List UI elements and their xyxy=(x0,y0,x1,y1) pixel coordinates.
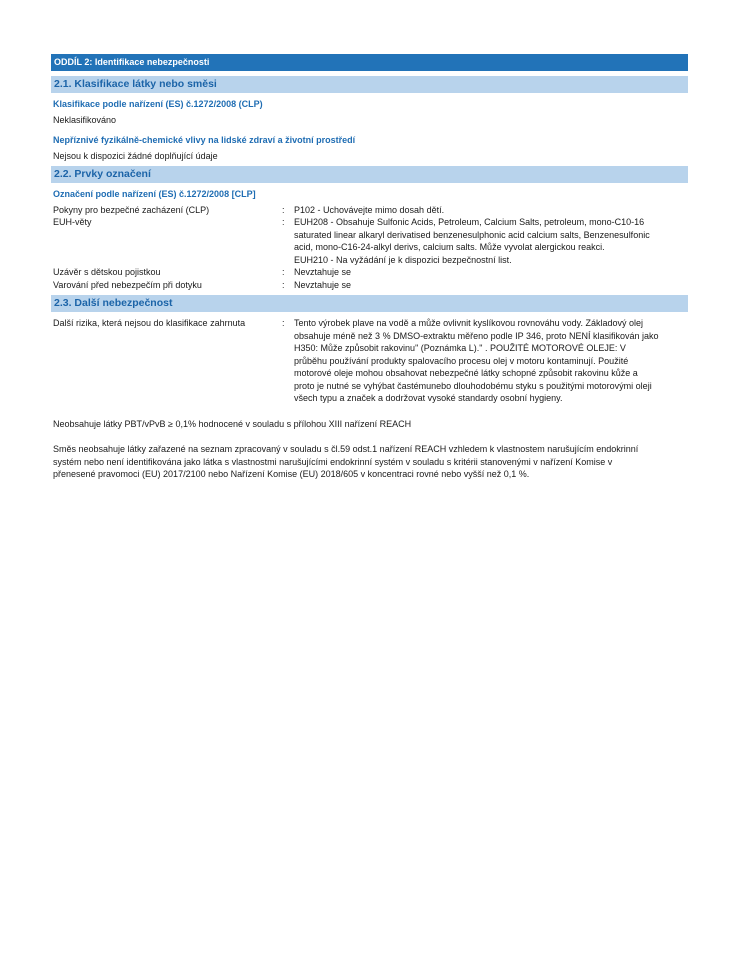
adverse-effects-value: Nejsou k dispozici žádné doplňující údaje xyxy=(53,150,218,161)
subsection-2-1-bar xyxy=(51,76,688,93)
other-hazards-row xyxy=(51,317,688,405)
value-line: Tento výrobek plave na vodě a může ovlivnit kyslíkovou rovnováhu vody. Základový olej xyxy=(294,318,644,328)
value-line: EUH208 - Obsahuje Sulfonic Acids, Petroleum, Calcium Salts, petroleum, mono-C10-16 xyxy=(294,217,645,227)
row-value xyxy=(294,317,688,405)
value-line: saturated linear alkaryl derivatised benzenesulphonic acid calcium salts, Benzenesulfonic xyxy=(294,229,650,240)
value-line: P102 - Uchovávejte mimo dosah dětí. xyxy=(294,204,445,215)
subsection-2-3-title: 2.3. Další nebezpečnost xyxy=(54,297,173,309)
value-line: Nevztahuje se xyxy=(294,267,352,277)
row-colon: : xyxy=(282,267,285,277)
text-line: Směs neobsahuje látky zařazené na seznam zpracovaný v souladu s čl.59 odst.1 nařízení REACH vzhledem k vlastnostem narušujícím endokrinní xyxy=(53,444,639,454)
row-label: Pokyny pro bezpečné zacházení (CLP) xyxy=(53,204,210,215)
row-value xyxy=(294,279,688,292)
pbt-statement: Neobsahuje látky PBT/vPvB ≥ 0,1% hodnocené v souladu s přílohou XIII nařízení REACH xyxy=(53,418,412,429)
subsection-2-1-title: 2.1. Klasifikace látky nebo směsi xyxy=(54,78,217,90)
value-line: H350: Může způsobit rakovinu" (Poznámka L)." . POUŽITÉ MOTOROVÉ OLEJE: V xyxy=(294,343,626,353)
value-line: EUH210 - Na vyžádání je k dispozici bezpečnostní list. xyxy=(294,254,512,265)
section-title-bar xyxy=(51,54,688,71)
row-value xyxy=(294,266,688,279)
subsection-2-2-bar xyxy=(51,166,688,183)
subsection-2-2-title: 2.2. Prvky označení xyxy=(54,168,151,180)
value-line: Nevztahuje se xyxy=(294,279,352,290)
value-line: acid, mono-C16-24-alkyl derivs, calcium salts. Může vyvolat alergickou reakci. xyxy=(294,242,605,252)
row-colon: : xyxy=(282,204,285,215)
row-colon: : xyxy=(282,217,285,227)
row-label: Varování před nebezpečím při dotyku xyxy=(53,279,202,290)
value-line: všech typu a značek a dodržovat vysoké standardy osobní hygieny. xyxy=(294,393,563,403)
section-title: ODDÍL 2: Identifikace nebezpečnosti xyxy=(54,57,210,67)
row-value xyxy=(294,204,688,217)
labelling-row xyxy=(51,204,688,217)
value-line: motorové oleje mohou obsahovat nebezpečné látky schopné způsobit rakovinu kůže a xyxy=(294,368,638,378)
clp-classification-heading: Klasifikace podle nařízení (ES) č.1272/2008 (CLP) xyxy=(53,99,263,109)
subsection-2-3-bar xyxy=(51,295,688,312)
labelling-row xyxy=(51,216,688,266)
text-line: přenesené pravomoci (EU) 2017/2100 nebo Nařízení Komise (EU) 2018/605 v koncentraci rovné nebo vyšší než 0,1 %. xyxy=(53,469,530,479)
value-line: průběhu používání produkty spalovacího procesu olej v motoru kontaminují. Použité xyxy=(294,355,629,366)
row-label: EUH-věty xyxy=(53,217,92,227)
row-colon: : xyxy=(282,279,285,290)
row-colon: : xyxy=(282,318,285,328)
labelling-row xyxy=(51,279,688,292)
labelling-heading: Označení podle nařízení (ES) č.1272/2008 [CLP] xyxy=(53,189,256,199)
endocrine-statement xyxy=(51,443,688,481)
text-line: systém nebo není identifikována jako látka s vlastnostmi narušujícími endokrinní systém v souladu s kritérii stanovenými v nařízení Komise v xyxy=(53,456,613,467)
labelling-row xyxy=(51,266,688,279)
clp-classification-value: Neklasifikováno xyxy=(53,114,117,125)
sds-page xyxy=(51,54,688,481)
row-label: Další rizika, která nejsou do klasifikace zahrnuta xyxy=(53,318,246,328)
value-line: proto je nutné se vyhýbat častémunebo dlouhodobému styku s použitými motorovými oleji xyxy=(294,380,652,391)
adverse-effects-heading: Nepříznivé fyzikálně-chemické vlivy na lidské zdraví a životní prostředí xyxy=(53,135,356,145)
labelling-table xyxy=(51,204,688,292)
row-value xyxy=(294,216,688,266)
value-line: obsahuje méně než 3 % DMSO-extraktu měřeno podle IP 346, proto NENÍ klasifikován jako xyxy=(294,330,659,341)
row-label: Uzávěr s dětskou pojistkou xyxy=(53,267,161,277)
